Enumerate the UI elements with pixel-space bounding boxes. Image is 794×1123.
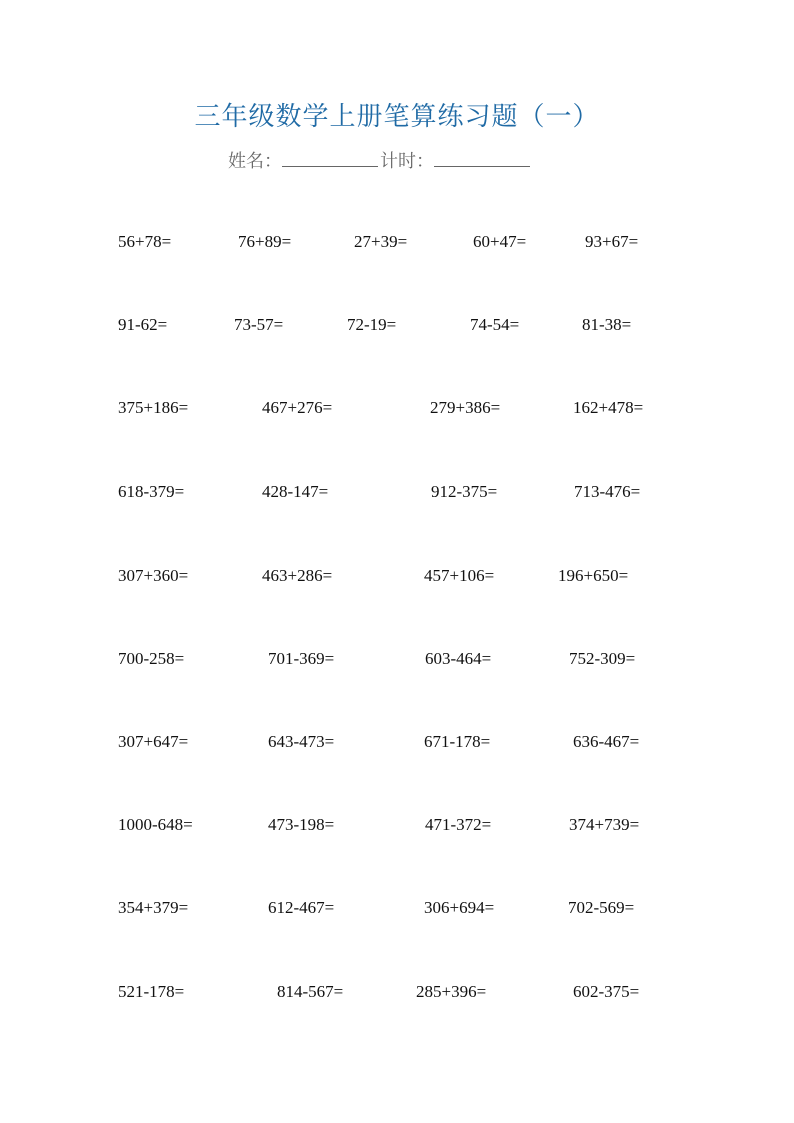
problem: 196+650= <box>558 566 629 585</box>
problem: 93+67= <box>585 232 639 251</box>
problem: 702-569= <box>568 898 635 917</box>
problem: 1000-648= <box>118 815 193 834</box>
problem: 375+186= <box>118 398 189 417</box>
problem: 636-467= <box>573 732 640 751</box>
problem: 467+276= <box>262 398 333 417</box>
problem: 612-467= <box>268 898 335 917</box>
page-title: 三年级数学上册笔算练习题（一） <box>194 102 600 132</box>
problem: 473-198= <box>268 815 335 834</box>
name-label: 姓名： <box>228 151 282 172</box>
problem: 74-54= <box>470 315 520 334</box>
problem: 76+89= <box>238 232 292 251</box>
problem: 752-309= <box>569 649 636 668</box>
problem: 602-375= <box>573 982 640 1001</box>
problem: 73-57= <box>234 315 284 334</box>
problem: 279+386= <box>430 398 501 417</box>
problem: 463+286= <box>262 566 333 585</box>
problem: 700-258= <box>118 649 185 668</box>
problem: 306+694= <box>424 898 495 917</box>
problem: 56+78= <box>118 232 172 251</box>
problem: 643-473= <box>268 732 335 751</box>
problem: 428-147= <box>262 482 329 501</box>
problem: 471-372= <box>425 815 492 834</box>
problem: 307+647= <box>118 732 189 751</box>
problem: 27+39= <box>354 232 408 251</box>
problem: 162+478= <box>573 398 644 417</box>
problem: 618-379= <box>118 482 185 501</box>
problem: 91-62= <box>118 315 168 334</box>
problem: 521-178= <box>118 982 185 1001</box>
problem: 713-476= <box>574 482 641 501</box>
problem: 354+379= <box>118 898 189 917</box>
problem: 60+47= <box>473 232 527 251</box>
problem: 603-464= <box>425 649 492 668</box>
problem: 814-567= <box>277 982 344 1001</box>
problem: 81-38= <box>582 315 632 334</box>
problem: 671-178= <box>424 732 491 751</box>
problem: 457+106= <box>424 566 495 585</box>
problem: 374+739= <box>569 815 640 834</box>
time-label: 计时： <box>380 151 434 172</box>
problem: 285+396= <box>416 982 487 1001</box>
problem: 72-19= <box>347 315 397 334</box>
problem: 912-375= <box>431 482 498 501</box>
problem: 307+360= <box>118 566 189 585</box>
problem: 701-369= <box>268 649 335 668</box>
